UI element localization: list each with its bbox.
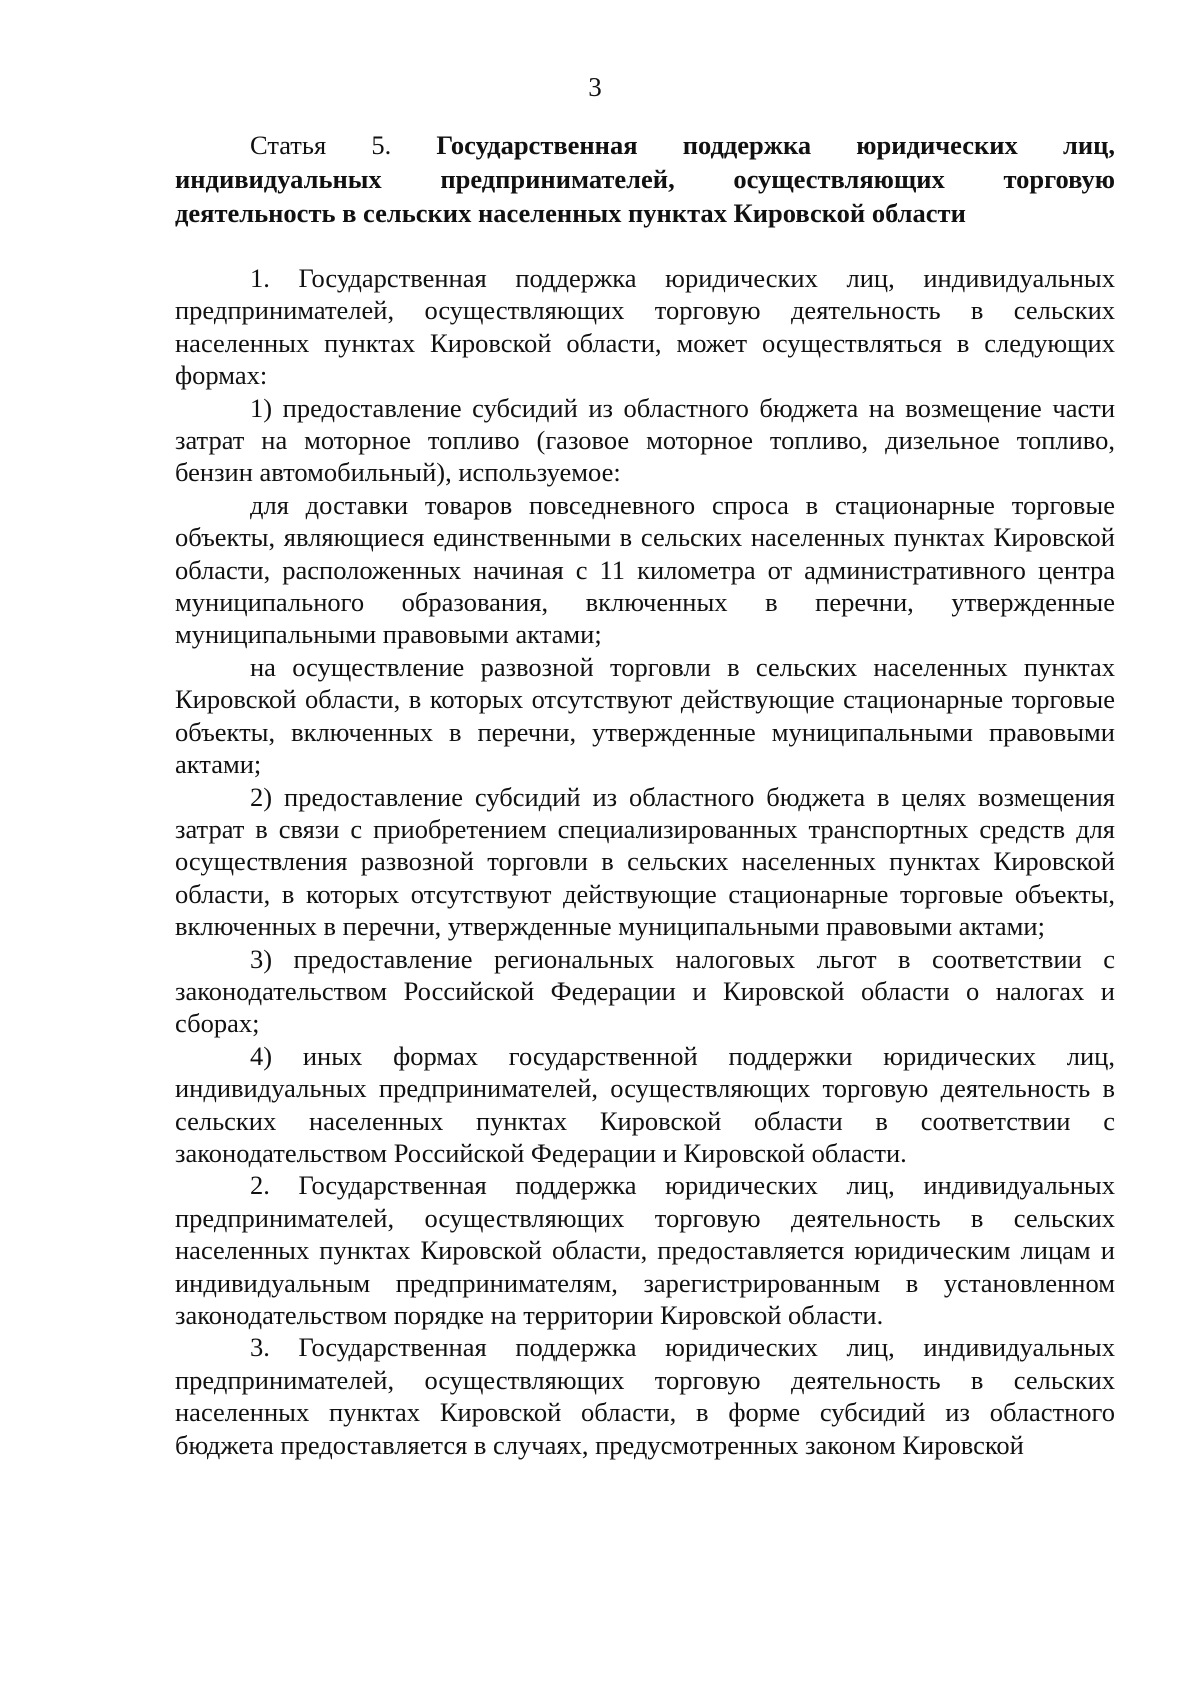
paragraph-1-item-4: 4) иных формах государственной поддержки юридических лиц, индивидуальных предпринимателей, осуществляющих торговую деятельность в сельских населенных пунктах Кировской области в соответствии с законодательством Российской Федерации и Кировской области.	[175, 1040, 1115, 1168]
article-title	[175, 128, 1115, 230]
article-label: Статья 5.	[250, 130, 392, 160]
paragraph-1-item-1: 1) предоставление субсидий из областного бюджета на возмещение части затрат на моторное топливо (газовое моторное топливо, дизельное топливо, бензин автомобильный), используемое:	[175, 392, 1115, 488]
document-body	[175, 128, 1115, 1461]
paragraph-1: 1. Государственная поддержка юридических лиц, индивидуальных предпринимателей, осуществляющих торговую деятельность в сельских населенных пунктах Кировской области, может осуществляться в следующих формах:	[175, 263, 1115, 391]
paragraph-1-item-2: 2) предоставление субсидий из областного бюджета в целях возмещения затрат в связи с приобретением специализированных транспортных средств для осуществления развозной торговли в сельских населенных пунктах Кировской области, в которых отсутствуют действующие стационарные торговые объекты, включенных в перечни, утвержденные муниципальными правовыми актами;	[175, 781, 1115, 942]
paragraph-1-item-3: 3) предоставление региональных налоговых льгот в соответствии с законодательством Российской Федерации и Кировской области о налогах и сборах;	[175, 943, 1115, 1039]
paragraph-1-item-1-mobile-trade: на осуществление развозной торговли в сельских населенных пунктах Кировской области, в которых отсутствуют действующие стационарные торговые объекты, включенных в перечни, утвержденные муниципальными правовыми актами;	[175, 651, 1115, 780]
article-heading: Государственная поддержка юридических лиц, индивидуальных предпринимателей, осуществляющих торговую деятельность в сельских населенных пунктах Кировской области	[175, 130, 1115, 228]
paragraph-3: 3. Государственная поддержка юридических лиц, индивидуальных предпринимателей, осуществляющих торговую деятельность в сельских населенных пунктах Кировской области, в форме субсидий из областного бюджета предоставляется в случаях, предусмотренных законом Кировской	[175, 1332, 1115, 1460]
paragraph-1-item-1-delivery: для доставки товаров повседневного спроса в стационарные торговые объекты, являющиеся единственными в сельских населенных пунктах Кировской области, расположенных начиная с 11 километра от административного центра муниципального образования, включенных в перечни, утвержденные муниципальными правовыми актами;	[175, 489, 1115, 650]
paragraph-2: 2. Государственная поддержка юридических лиц, индивидуальных предпринимателей, осуществляющих торговую деятельность в сельских населенных пунктах Кировской области, предоставляется юридическим лицам и индивидуальным предпринимателям, зарегистрированным в установленном законодательством порядке на территории Кировской области.	[175, 1170, 1115, 1330]
page-number: 3	[588, 72, 602, 102]
